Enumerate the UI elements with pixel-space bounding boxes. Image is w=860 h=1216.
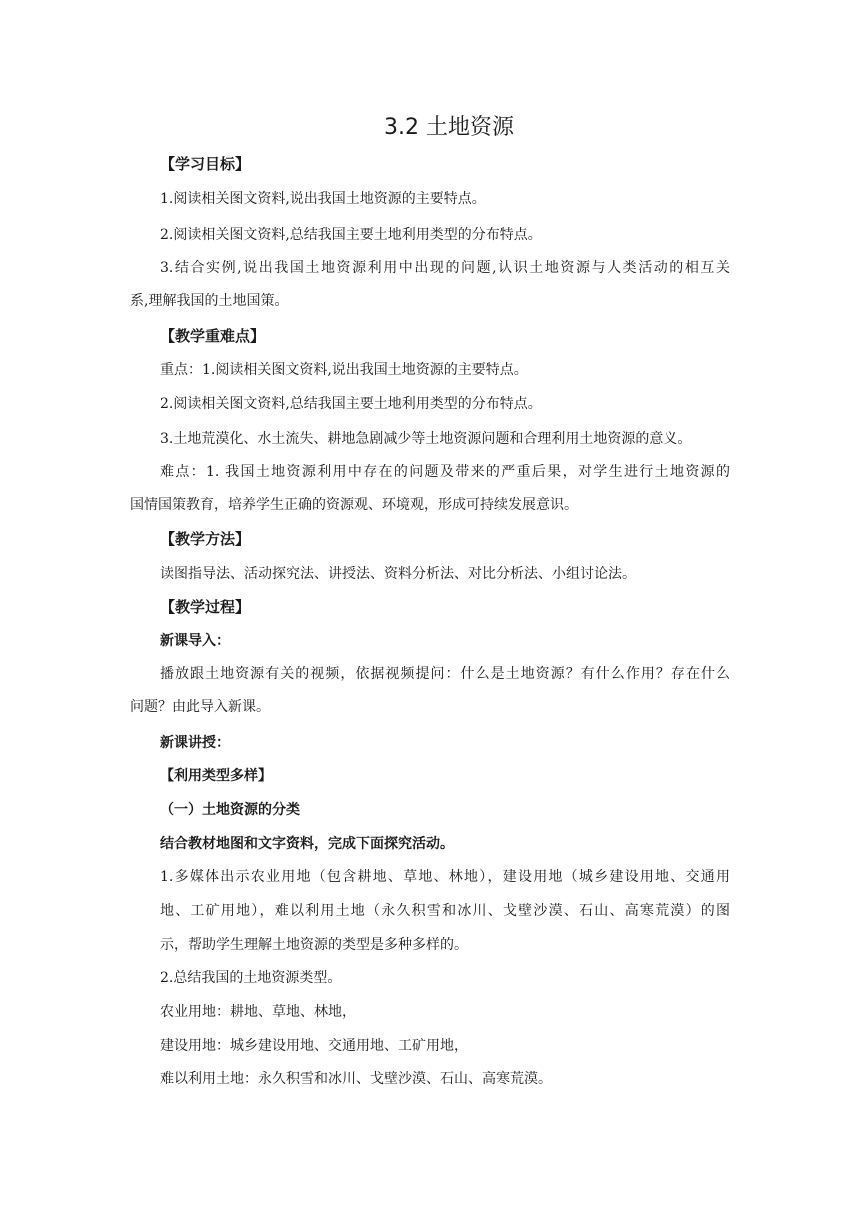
intro-line-2: 问题？由此导入新课。 xyxy=(130,699,270,715)
construction-land-list: 建设用地：城乡建设用地、交通用地、工矿用地， xyxy=(160,1038,468,1054)
key-point-1: 重点：1.阅读相关图文资料,说出我国土地资源的主要特点。 xyxy=(160,362,528,378)
objective-item-3-line-1: 3.结合实例,说出我国土地资源利用中出现的问题,认识土地资源与人类活动的相互关 xyxy=(160,260,730,276)
objectives-heading: 【学习目标】 xyxy=(160,155,251,173)
step-2: 2.总结我国的土地资源类型。 xyxy=(160,970,342,986)
agricultural-land-list: 农业用地：耕地、草地、林地， xyxy=(160,1004,356,1020)
objective-item-1: 1.阅读相关图文资料,说出我国土地资源的主要特点。 xyxy=(160,191,486,207)
key-point-2: 2.阅读相关图文资料,总结我国主要土地利用类型的分布特点。 xyxy=(160,396,542,412)
methods-text: 读图指导法、活动探究法、讲授法、资料分析法、对比分析法、小组讨论法。 xyxy=(160,566,636,582)
step-1-line-2: 地、工矿用地），难以利用土地（永久积雪和冰川、戈壁沙漠、石山、高寒荒漠）的图 xyxy=(160,903,730,919)
step-1-line-1: 1.多媒体出示农业用地（包含耕地、草地、林地），建设用地（城乡建设用地、交通用 xyxy=(160,869,730,885)
objective-item-2: 2.阅读相关图文资料,总结我国主要土地利用类型的分布特点。 xyxy=(160,227,542,243)
unusable-land-list: 难以利用土地：永久积雪和冰川、戈壁沙漠、石山、高寒荒漠。 xyxy=(160,1071,552,1087)
methods-heading: 【教学方法】 xyxy=(160,530,251,548)
objective-item-3-line-2: 系,理解我国的土地国策。 xyxy=(130,293,289,309)
intro-label: 新课导入： xyxy=(160,633,230,649)
difficult-point-line-1: 难点：1. 我国土地资源利用中存在的问题及带来的严重后果，对学生进行土地资源的 xyxy=(160,464,730,480)
land-classification-heading: （一）土地资源的分类 xyxy=(160,802,300,818)
key-point-3: 3.土地荒漠化、水土流失、耕地急剧减少等土地资源问题和合理利用土地资源的意义。 xyxy=(160,431,692,447)
step-1-line-3: 示，帮助学生理解土地资源的类型是多种多样的。 xyxy=(160,937,468,953)
difficult-point-line-2: 国情国策教育，培养学生正确的资源观、环境观，形成可持续发展意识。 xyxy=(130,497,578,513)
lecture-label: 新课讲授： xyxy=(160,735,230,751)
process-heading: 【教学过程】 xyxy=(160,598,251,616)
usage-types-heading: 【利用类型多样】 xyxy=(160,768,272,784)
page-title: 3.2 土地资源 xyxy=(384,115,514,140)
activity-instruction: 结合教材地图和文字资料，完成下面探究活动。 xyxy=(160,836,454,852)
key-points-heading: 【教学重难点】 xyxy=(160,327,266,345)
intro-line-1: 播放跟土地资源有关的视频，依据视频提问：什么是土地资源？有什么作用？存在什么 xyxy=(160,666,730,682)
